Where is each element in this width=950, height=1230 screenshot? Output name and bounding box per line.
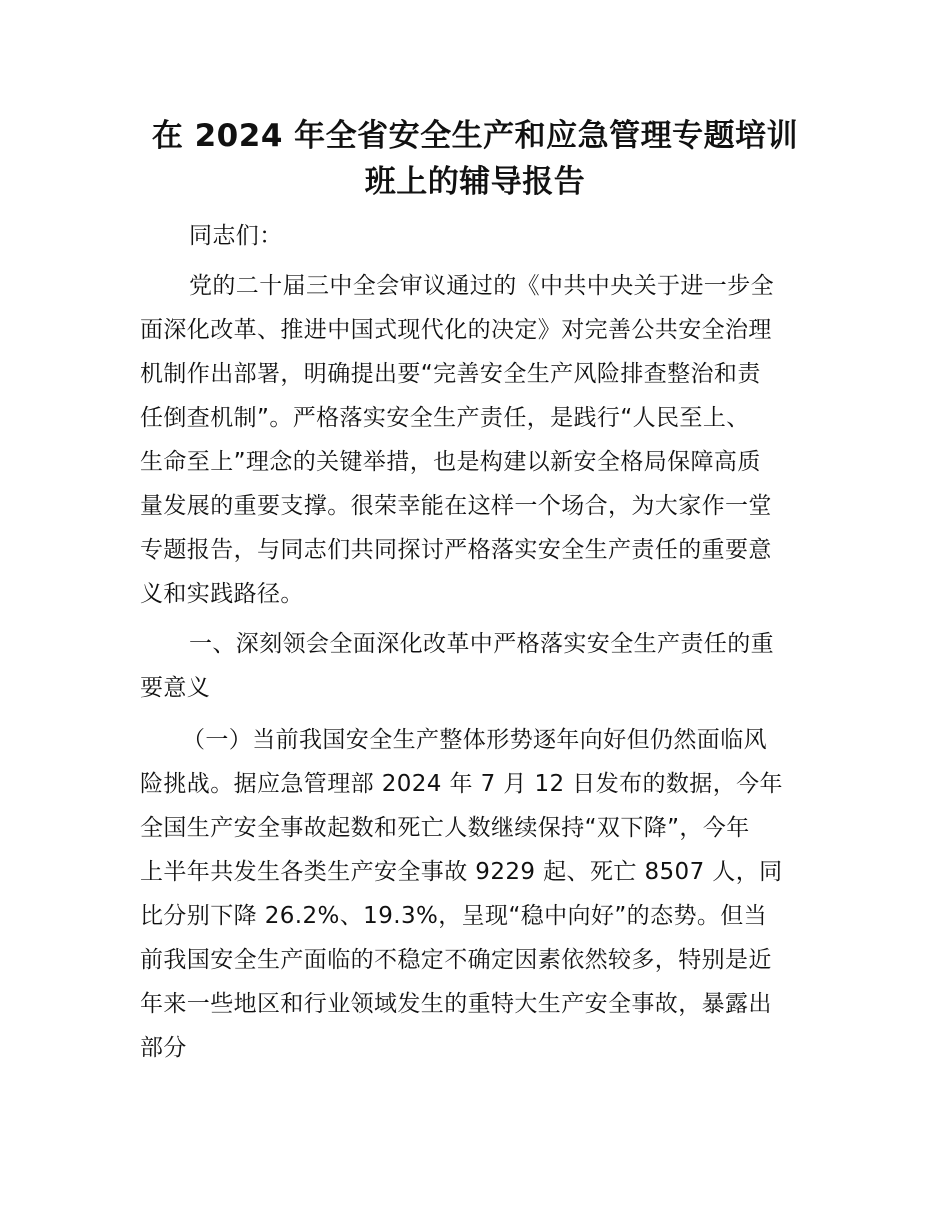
section-heading-line: 要意义 — [140, 675, 211, 701]
section-heading-line: 一、深刻领会全面深化改革中严格落实安全生产责任的重 — [189, 631, 774, 657]
paragraph-2-line: （一）当前我国安全生产整体形势逐年向好但仍然面临风 — [182, 727, 767, 753]
paragraph-2-line: 年来一些地区和行业领域发生的重特大生产安全事故，暴露出 — [140, 991, 772, 1017]
paragraph-1-line: 党的二十届三中全会审议通过的《中共中央关于进一步全 — [189, 273, 774, 299]
paragraph-1-line: 机制作出部署，明确提出要“完善安全生产风险排查整治和责 — [140, 361, 761, 387]
paragraph-2-line: 上半年共发生各类生产安全事故 9229 起、死亡 8507 人，同 — [140, 859, 783, 885]
paragraph-2-line: 比分别下降 26.2%、19.3%，呈现“稳中向好”的态势。但当 — [140, 903, 768, 929]
paragraph-1-line: 生命至上”理念的关键举措，也是构建以新安全格局保障高质 — [140, 449, 761, 475]
paragraph-1-line: 量发展的重要支撑。很荣幸能在这样一个场合，为大家作一堂 — [140, 493, 772, 519]
paragraph-1-line: 面深化改革、推进中国式现代化的决定》对完善公共安全治理 — [140, 317, 772, 343]
paragraph-1-line: 义和实践路径。 — [140, 581, 304, 607]
paragraph-2-line: 部分 — [140, 1035, 187, 1061]
paragraph-2-line: 全国生产安全事故起数和死亡人数继续保持“双下降”，今年 — [140, 815, 750, 841]
paragraph-2-line: 险挑战。据应急管理部 2024 年 7 月 12 日发布的数据，今年 — [140, 771, 783, 797]
paragraph-2-line: 前我国安全生产面临的不稳定不确定因素依然较多，特别是近 — [140, 947, 772, 973]
greeting: 同志们： — [189, 223, 283, 249]
document-title-line-2: 班上的辅导报告 — [364, 164, 586, 200]
paragraph-1-line: 任倒查机制”。严格落实安全生产责任，是践行“人民至上、 — [140, 405, 750, 431]
paragraph-1-line: 专题报告，与同志们共同探讨严格落实安全生产责任的重要意 — [140, 537, 772, 563]
document-title-line-1: 在 2024 年全省安全生产和应急管理专题培训 — [151, 118, 799, 154]
